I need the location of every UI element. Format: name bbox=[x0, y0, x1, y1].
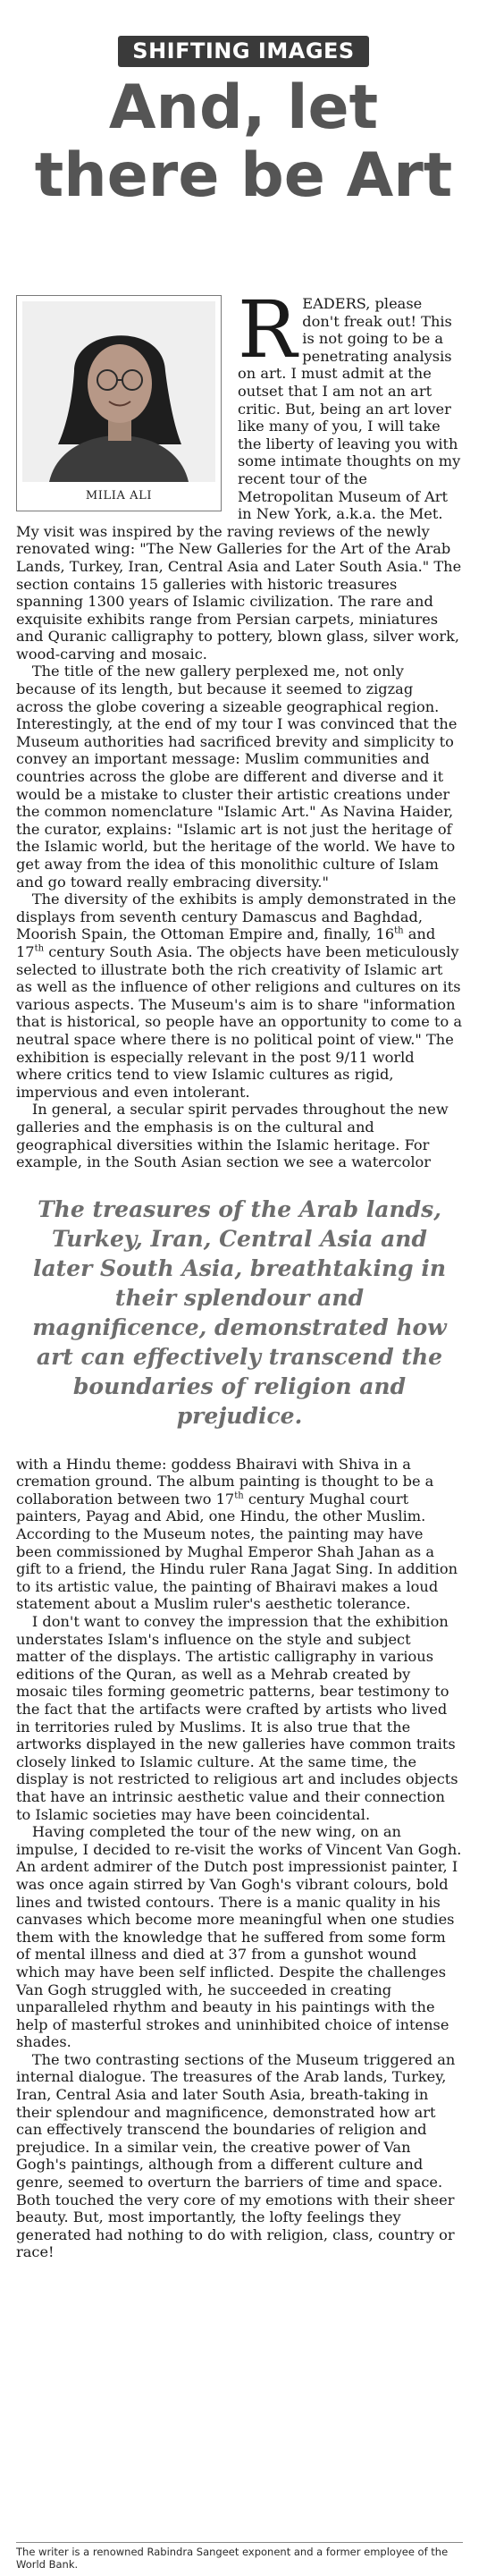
pull-quote: The treasures of the Arab lands, Turkey, Iran, Central Asia and later South Asia, breathtaking in their splendour and magnificence, demonstrated how art can effectively transcend the boundaries of religion and prejudice. bbox=[32, 1195, 447, 1429]
article-body bbox=[16, 283, 463, 2261]
paragraph-2: The title of the new gallery perplexed me, not only because of its length, but because it seemed to zigzag across the globe covering a sizeable geographical region. Interestingly, at the end of my tour I was convinced that the Museum authorities had sacrificed brevity and simplicity to convey an important message: Muslim communities and countries across the globe are different and diverse and it would be a mistake to cluster their artistic creations under the common nomenclature "Islamic Art." As Navina Haider, the curator, explains: "Islamic art is not just the heritage of the Islamic world, but the heritage of the world. We have to get away from the idea of this monolithic culture of Islam and go toward really embracing diversity." bbox=[16, 663, 458, 891]
paragraph-3-text-b: and 17 bbox=[16, 925, 436, 960]
paragraph-6: I don't want to convey the impression that the exhibition understates Islam's influence on the style and subject matter of the displays. The artistic calligraphy in various editions of the Quran, as well as a Mehrab created by mosaic tiles forming geometric patterns, bear testimony to the fact that the artifacts were crafted by artists who lived in territories ruled by Muslims. It is also true that the artworks displayed in the new galleries have common traits closely linked to Islamic culture. At the same time, the display is not restricted to religious art and includes objects that have an intrinsic aesthetic value and their connection to Islamic societies may have been coincidental. bbox=[16, 1613, 458, 1823]
paragraph-5-text-a: with a Hindu theme: goddess Bhairavi with Shiva in a cremation ground. The album painting is thought to be a collaboration between two 17 bbox=[16, 1455, 434, 1508]
section-label-wrap bbox=[0, 0, 487, 67]
author-portrait bbox=[22, 301, 215, 482]
ordinal-suffix: th bbox=[394, 925, 404, 936]
headline-line-2: there be Art bbox=[34, 140, 453, 211]
paragraph-5-text-b: century Mughal court painters, Payag and Abid, one Hindu, the other Muslim. According to the Museum notes, the painting may have been commissioned by Mughal Emperor Shah Jahan as a gift to a friend, the Hindu ruler Rana Jagat Sing. In addition to its artistic value, the painting of Bhairavi makes a loud statement about a Muslim ruler's aesthetic tolerance. bbox=[16, 1490, 458, 1613]
drop-cap: R bbox=[238, 283, 298, 376]
footnote-divider bbox=[16, 2542, 463, 2543]
paragraph-3-text-c: century South Asia. The objects have been meticulously selected to illustrate both the rich creativity of Islamic art as well as the influence of other religions and cultures on its various aspects. The Museum's aim is to share "information that is historical, so people have an opportunity to come to a neutral space where there is no political point of view." The exhibition is especially relevant in the post 9/11 world where critics tend to view Islamic cultures as rigid, impervious and even intolerant. bbox=[16, 942, 463, 1101]
paragraph-5 bbox=[16, 1456, 463, 1613]
paragraph-8: The two contrasting sections of the Museum triggered an internal dialogue. The treasures of the Arab lands, Turkey, Iran, Central Asia and later South Asia, breath-taking in their splendour and magnificence, demonstrated how art can effectively transcend the boundaries of religion and prejudice. In a similar vein, the creative power of Van Gogh's paintings, although from a different culture and genre, seemed to overturn the barriers of time and space. Both touched the very core of my emotions with their sheer beauty. But, most importantly, the lofty feelings they generated had nothing to do with religion, class, country or race! bbox=[16, 2050, 456, 2261]
author-photo-box bbox=[16, 295, 222, 511]
ordinal-suffix: th bbox=[34, 943, 45, 954]
paragraph-4: In general, a secular spirit pervades throughout the new galleries and the emphasis is on the cultural and geographical diversities within the Islamic heritage. For example, in the South Asian section we see a watercolor bbox=[16, 1101, 449, 1171]
author-footnote: The writer is a renowned Rabindra Sangeet exponent and a former employee of the World Bank. bbox=[16, 2546, 449, 2571]
headline bbox=[0, 74, 487, 210]
paragraph-3-text-a: The diversity of the exhibits is amply demonstrated in the displays from seventh century Damascus and Baghdad, Moorish Spain, the Ottoman Empire and, finally, 16 bbox=[16, 891, 457, 943]
paragraph-1-text: EADERS, please don't freak out! This is not going to be a penetrating analysis on art. I must admit at the outset that I am not an art critic. But, being an art lover like many of you, I will take the liberty of leaving you with some intimate thoughts on my recent tour of the Metropolitan Museum of Art in New York, a.k.a. the Met. My visit was inspired by the raving reviews of the newly renovated wing: "The New Galleries for the Art of the Arab Lands, Turkey, Iran, Central Asia and Later South Asia." The section contains 15 galleries with historic treasures spanning 1300 years of Islamic civilization. The rare and exquisite exhibits range from Persian carpets, miniatures and Quranic calligraphy to pottery, blown glass, silver work, wood-carving and mosaic. bbox=[16, 295, 462, 663]
ordinal-suffix: th bbox=[234, 1491, 244, 1501]
paragraph-3 bbox=[16, 891, 463, 1101]
author-name: MILIA ALI bbox=[85, 489, 153, 503]
section-label: SHIFTING IMAGES bbox=[118, 36, 368, 67]
headline-line-1: And, let bbox=[108, 72, 379, 143]
paragraph-7: Having completed the tour of the new wing, on an impulse, I decided to re-visit the works of Vincent Van Gogh. An ardent admirer of the Dutch post impressionist painter, I was once again stirred by Van Gogh's vibrant colours, bold lines and twisted contours. There is a manic quality in his canvases which become more meaningful when one studies them with the knowledge that he suffered from some form of mental illness and died at 37 from a gunshot wound which may have been self inflicted. Despite the challenges Van Gogh struggled with, he succeeded in creating unparalleled rhythm and beauty in his paintings with the help of masterful strokes and uninhibited choice of intense shades. bbox=[16, 1823, 462, 2051]
